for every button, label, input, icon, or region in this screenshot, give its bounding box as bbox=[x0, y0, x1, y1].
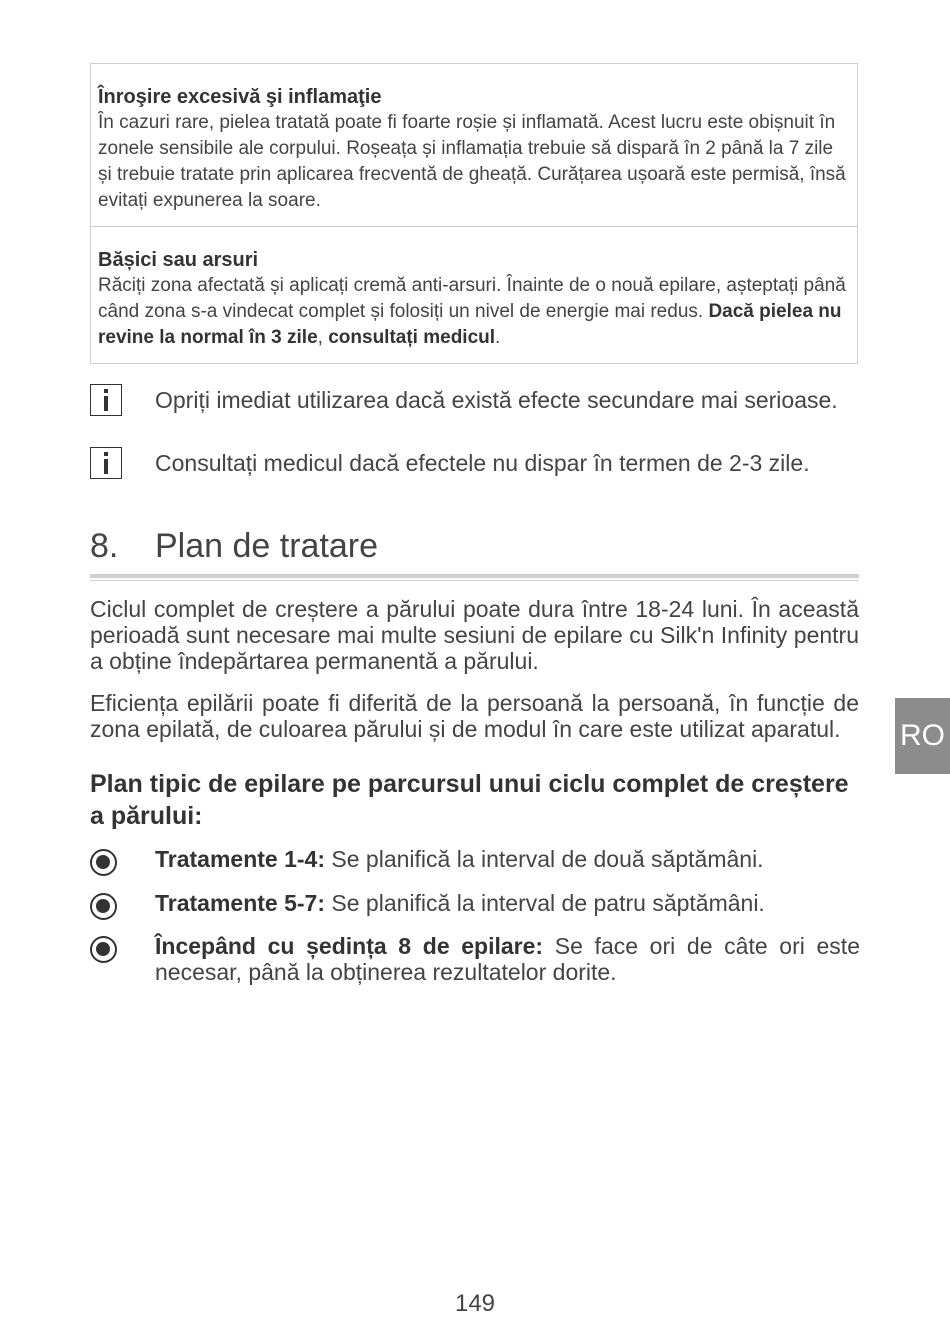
warning-end: . bbox=[495, 327, 501, 348]
subheading: Plan tipic de epilare pe parcursul unui ciclu complet de creștere a părului: bbox=[90, 770, 849, 830]
section-divider bbox=[90, 580, 859, 581]
warning-title: Bășici sau arsuri bbox=[98, 249, 259, 271]
info-note bbox=[90, 384, 860, 418]
list-item-label: Începând cu ședința 8 de epilare: bbox=[155, 933, 544, 959]
warning-emphasis: consultați medicul bbox=[328, 327, 496, 348]
radio-bullet-icon bbox=[90, 849, 117, 876]
warning-text-plain: Răciți zona afectată și aplicați cremă anti-arsuri. Înainte de o nouă epilare, așteptați până când zona s-a vindecat complet și folosiți un nivel de energie mai redus. bbox=[98, 275, 846, 322]
list-item-text bbox=[155, 846, 860, 872]
warning-text bbox=[98, 273, 849, 351]
warning-text: În cazuri rare, pielea tratată poate fi foarte roșie și inflamată. Acest lucru este obișnuit în zonele sensibile ale corpului. Roșeața și inflamația trebuie să dispară în 2 până la 7 zile și trebuie tratate prin aplicarea frecventă de gheață. Curățarea ușoară este permisă, însă evitați expunerea la soare. bbox=[98, 112, 846, 211]
section-number: 8. bbox=[90, 527, 119, 565]
info-note-text: Opriți imediat utilizarea dacă există efecte secundare mai serioase. bbox=[155, 387, 838, 413]
warning-box bbox=[90, 63, 858, 364]
radio-bullet-icon bbox=[90, 893, 117, 920]
section-title: Plan de tratare bbox=[155, 527, 379, 565]
list-item-text bbox=[155, 890, 860, 916]
info-icon bbox=[90, 384, 122, 416]
list-item-label: Tratamente 1-4: bbox=[155, 846, 326, 872]
radio-bullet-icon bbox=[90, 936, 117, 963]
page-number: 149 bbox=[454, 1290, 496, 1317]
language-tab: RO bbox=[895, 698, 950, 774]
list-item-desc: Se face ori de câte ori este necesar, până la obținerea rezultatelor dorite. bbox=[155, 933, 860, 985]
section-heading bbox=[90, 527, 860, 571]
body-paragraph: Ciclul complet de creștere a părului poate dura între 18-24 luni. În această perioadă sunt necesare mai multe sesiuni de epilare cu Silk'n Infinity pentru a obține îndepărtarea permanentă a părului. bbox=[90, 596, 859, 674]
warning-separator: , bbox=[317, 327, 329, 348]
list-item-desc: Se planifică la interval de două săptămâni. bbox=[325, 846, 764, 872]
list-item-text bbox=[155, 933, 860, 985]
warning-title: Înroşire excesivă şi inflamaţie bbox=[98, 86, 382, 108]
list-item bbox=[90, 890, 860, 916]
warning-redness bbox=[91, 64, 857, 226]
body-paragraph: Eficiența epilării poate fi diferită de la persoană la persoană, în funcție de zona epilată, de culoarea părului și de modul în care este utilizat aparatul. bbox=[90, 690, 859, 742]
warning-emphasis: Dacă pielea nu revine la normal în 3 zile bbox=[98, 301, 842, 348]
info-note bbox=[90, 447, 860, 481]
warning-burns bbox=[91, 226, 857, 363]
list-item bbox=[90, 846, 860, 872]
info-note-text: Consultați medicul dacă efectele nu dispar în termen de 2-3 zile. bbox=[155, 450, 810, 476]
list-item-desc: Se planifică la interval de patru săptămâni. bbox=[325, 890, 765, 916]
info-icon bbox=[90, 447, 122, 479]
section-divider bbox=[90, 574, 859, 578]
list-item-label: Tratamente 5-7: bbox=[155, 890, 326, 916]
list-item bbox=[90, 933, 860, 985]
